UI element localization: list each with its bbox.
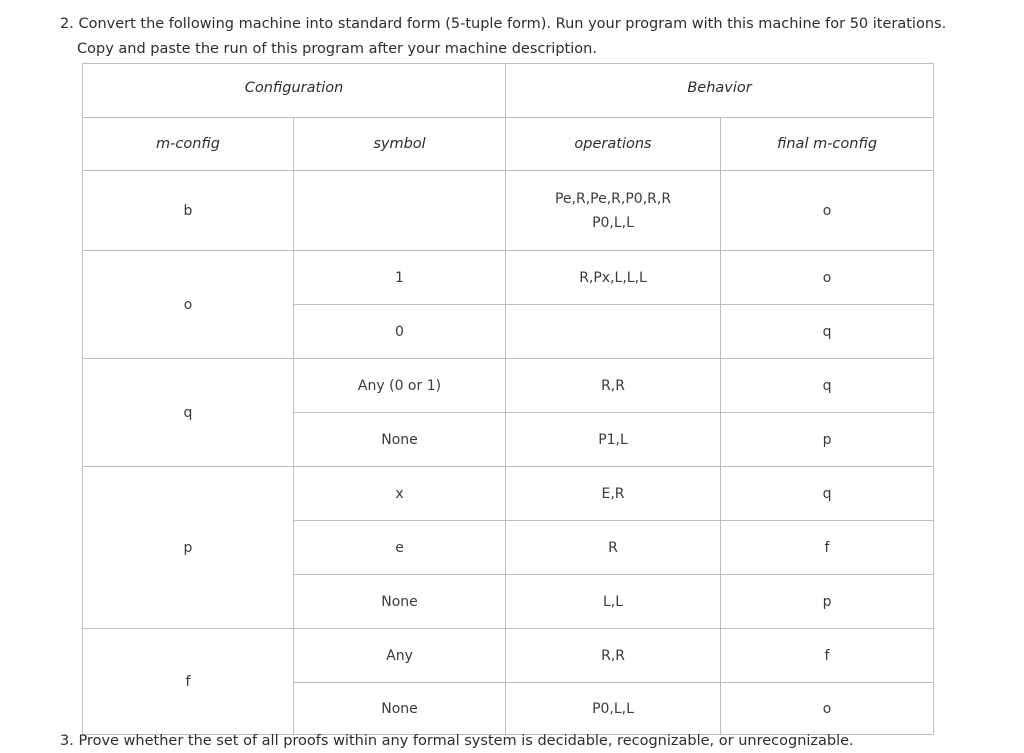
final-mconfig-cell: f (721, 521, 934, 575)
symbol-header: symbol (294, 118, 506, 171)
final-mconfig-cell: p (721, 413, 934, 467)
mconfig-cell: f (83, 629, 294, 735)
operations-cell (506, 171, 721, 251)
next-question-partial: 3. Prove whether the set of all proofs within any formal system is decidable, recognizable, or unrecognizable. (60, 733, 854, 749)
table-row (83, 467, 934, 521)
mconfig-header: m-config (83, 118, 294, 171)
symbol-cell: e (294, 521, 506, 575)
symbol-cell: Any (294, 629, 506, 683)
final-mconfig-cell: o (721, 251, 934, 305)
table-row (83, 251, 934, 305)
question-line-2: Copy and paste the run of this program after your machine description. (77, 41, 597, 57)
mconfig-cell: b (83, 171, 294, 251)
operations-cell: R,R (506, 359, 721, 413)
symbol-cell: x (294, 467, 506, 521)
final-mconfig-cell: q (721, 359, 934, 413)
operations-cell (506, 305, 721, 359)
operations-cell: E,R (506, 467, 721, 521)
operations-line-1: Pe,R,Pe,R,P0,R,R (554, 190, 672, 207)
table-row (83, 629, 934, 683)
symbol-cell: 0 (294, 305, 506, 359)
operations-cell: L,L (506, 575, 721, 629)
symbol-cell (294, 171, 506, 251)
operations-cell: R,Px,L,L,L (506, 251, 721, 305)
operations-header: operations (506, 118, 721, 171)
operations-cell: R,R (506, 629, 721, 683)
configuration-header: Configuration (83, 64, 506, 118)
final-mconfig-cell: p (721, 575, 934, 629)
symbol-cell: Any (0 or 1) (294, 359, 506, 413)
final-mconfig-cell: o (721, 171, 934, 251)
question-line-1: 2. Convert the following machine into standard form (5-tuple form). Run your program with this machine for 50 iterations. (60, 16, 947, 32)
symbol-cell: 1 (294, 251, 506, 305)
group-header-row (83, 64, 934, 118)
operations-cell: P0,L,L (506, 683, 721, 735)
column-header-row (83, 118, 934, 171)
behavior-header: Behavior (506, 64, 934, 118)
operations-cell: P1,L (506, 413, 721, 467)
final-mconfig-cell: o (721, 683, 934, 735)
mconfig-cell: o (83, 251, 294, 359)
operations-line-2: P0,L,L (592, 214, 634, 231)
final-mconfig-header: final m-config (721, 118, 934, 171)
symbol-cell: None (294, 413, 506, 467)
question-2 (60, 12, 1000, 62)
symbol-cell: None (294, 683, 506, 735)
final-mconfig-cell: q (721, 305, 934, 359)
table-row (83, 171, 934, 251)
symbol-cell: None (294, 575, 506, 629)
final-mconfig-cell: q (721, 467, 934, 521)
operations-cell: R (506, 521, 721, 575)
final-mconfig-cell: f (721, 629, 934, 683)
mconfig-cell: q (83, 359, 294, 467)
machine-table (82, 63, 934, 735)
table-row (83, 359, 934, 413)
mconfig-cell: p (83, 467, 294, 629)
